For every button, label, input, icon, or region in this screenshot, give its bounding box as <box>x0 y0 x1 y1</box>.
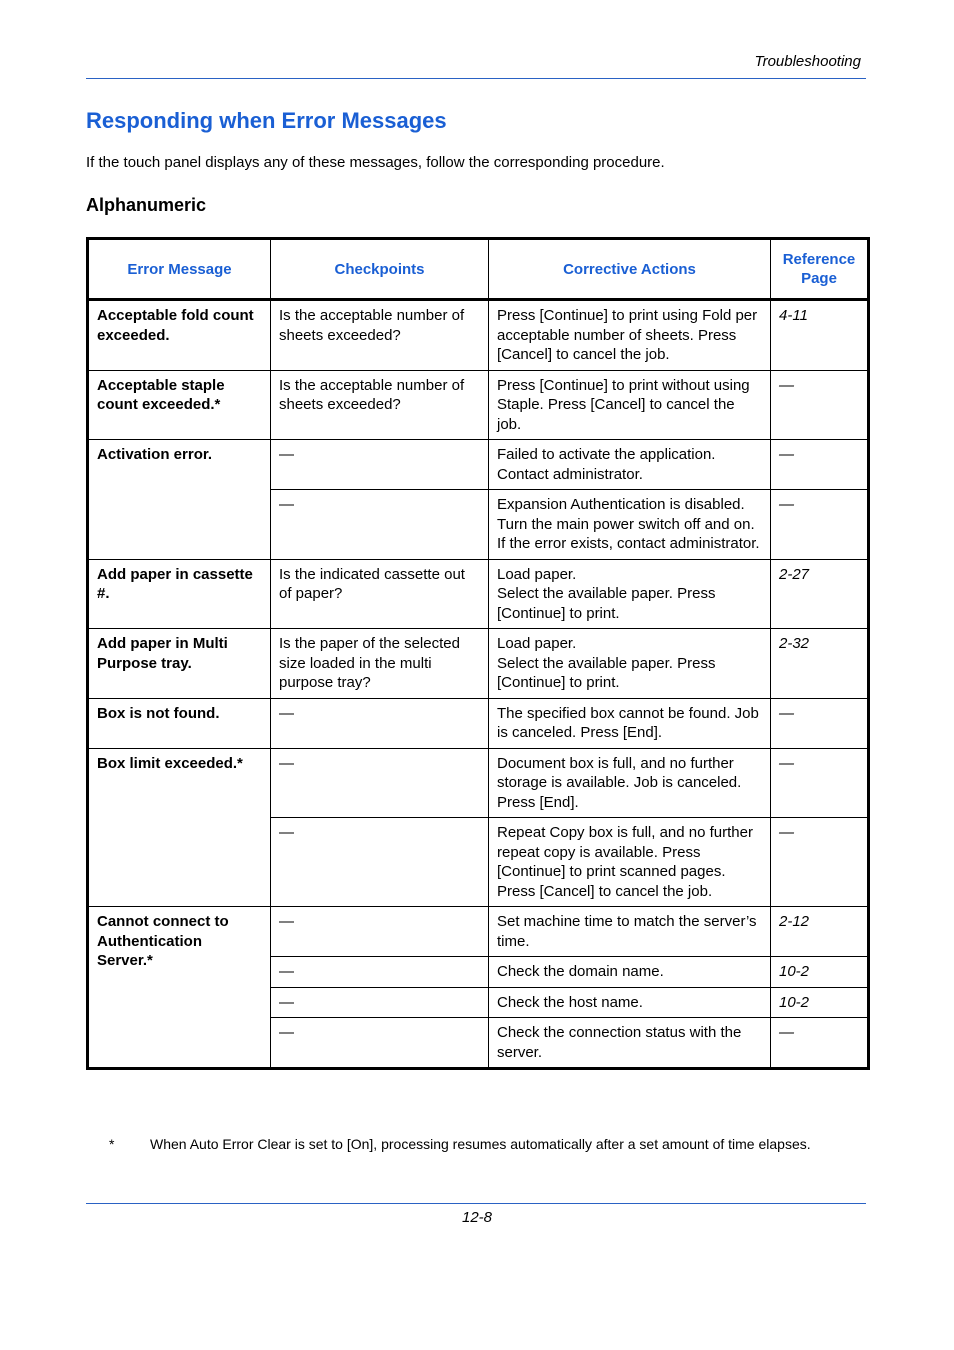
error-message-cell: Box limit exceeded.* <box>88 748 271 907</box>
error-message-cell: Box is not found. <box>88 698 271 748</box>
corrective-action-cell: Set machine time to match the server’s time. <box>489 907 771 957</box>
corrective-action-cell: Load paper. Select the available paper. Press [Continue] to print. <box>489 559 771 629</box>
reference-page-cell: 4-11 <box>771 300 869 371</box>
corrective-action-cell: Check the host name. <box>489 987 771 1018</box>
section-subtitle: Alphanumeric <box>86 195 207 215</box>
checkpoint-cell: Is the acceptable number of sheets exceeded? <box>271 370 489 440</box>
reference-page-cell: — <box>771 1018 869 1069</box>
error-message-cell: Acceptable fold count exceeded. <box>88 300 271 371</box>
error-message-cell: Cannot connect to Authentication Server.* <box>88 907 271 1069</box>
reference-page-cell: — <box>771 490 869 560</box>
corrective-action-cell: The specified box cannot be found. Job is canceled. Press [End]. <box>489 698 771 748</box>
corrective-action-cell: Press [Continue] to print without using Staple. Press [Cancel] to cancel the job. <box>489 370 771 440</box>
checkpoint-cell: — <box>271 698 489 748</box>
footer-rule <box>86 1203 866 1204</box>
footnote-text: When Auto Error Clear is set to [On], processing resumes automatically after a set amount of time elapses. <box>150 1136 811 1152</box>
page-title: Responding when Error Messages <box>86 108 447 133</box>
footnote <box>109 1136 811 1152</box>
table-row <box>88 300 869 371</box>
table-header-row <box>88 239 869 300</box>
checkpoint-cell: — <box>271 440 489 490</box>
reference-page-cell: — <box>771 698 869 748</box>
corrective-action-cell: Check the domain name. <box>489 957 771 988</box>
corrective-action-cell: Press [Continue] to print using Fold per acceptable number of sheets. Press [Cancel] to cancel the job. <box>489 300 771 371</box>
error-message-cell: Add paper in Multi Purpose tray. <box>88 629 271 699</box>
reference-page-cell: — <box>771 370 869 440</box>
checkpoint-cell: — <box>271 748 489 818</box>
footnote-mark: * <box>109 1136 115 1152</box>
reference-page-cell: — <box>771 818 869 907</box>
checkpoint-cell: — <box>271 490 489 560</box>
error-message-cell: Add paper in cassette #. <box>88 559 271 629</box>
checkpoint-cell: — <box>271 818 489 907</box>
reference-page-cell: 2-27 <box>771 559 869 629</box>
error-message-cell: Acceptable staple count exceeded.* <box>88 370 271 440</box>
header-section-label: Troubleshooting <box>754 53 861 70</box>
checkpoint-cell: Is the paper of the selected size loaded in the multi purpose tray? <box>271 629 489 699</box>
reference-page-cell: 10-2 <box>771 957 869 988</box>
corrective-action-cell: Load paper. Select the available paper. Press [Continue] to print. <box>489 629 771 699</box>
reference-page-cell: — <box>771 440 869 490</box>
header-rule <box>86 78 866 79</box>
checkpoint-cell: Is the indicated cassette out of paper? <box>271 559 489 629</box>
table-row <box>88 907 869 957</box>
table-row <box>88 559 869 629</box>
corrective-action-cell: Check the connection status with the server. <box>489 1018 771 1069</box>
corrective-action-cell: Failed to activate the application. Contact administrator. <box>489 440 771 490</box>
column-header-corrective-actions: Corrective Actions <box>489 239 771 300</box>
checkpoint-cell: Is the acceptable number of sheets exceeded? <box>271 300 489 371</box>
reference-page-cell: — <box>771 748 869 818</box>
reference-page-cell: 10-2 <box>771 987 869 1018</box>
column-header-reference-page: Reference Page <box>771 239 869 300</box>
column-header-checkpoints: Checkpoints <box>271 239 489 300</box>
table-row <box>88 629 869 699</box>
checkpoint-cell: — <box>271 1018 489 1069</box>
error-message-table <box>86 237 870 1070</box>
table-row <box>88 748 869 818</box>
reference-page-cell: 2-32 <box>771 629 869 699</box>
column-header-error-message: Error Message <box>88 239 271 300</box>
reference-page-cell: 2-12 <box>771 907 869 957</box>
page-number: 12-8 <box>461 1209 493 1226</box>
checkpoint-cell: — <box>271 987 489 1018</box>
corrective-action-cell: Repeat Copy box is full, and no further repeat copy is available. Press [Continue] to print scanned pages. Press [Cancel] to cancel the job. <box>489 818 771 907</box>
checkpoint-cell: — <box>271 907 489 957</box>
table-row <box>88 440 869 490</box>
checkpoint-cell: — <box>271 957 489 988</box>
error-message-cell: Activation error. <box>88 440 271 560</box>
corrective-action-cell: Document box is full, and no further storage is available. Job is canceled. Press [End]. <box>489 748 771 818</box>
intro-text: If the touch panel displays any of these messages, follow the corresponding procedure. <box>86 154 665 171</box>
table-body <box>88 300 869 1069</box>
corrective-action-cell: Expansion Authentication is disabled. Turn the main power switch off and on. If the error exists, contact administrator. <box>489 490 771 560</box>
table-row <box>88 698 869 748</box>
table-row <box>88 370 869 440</box>
